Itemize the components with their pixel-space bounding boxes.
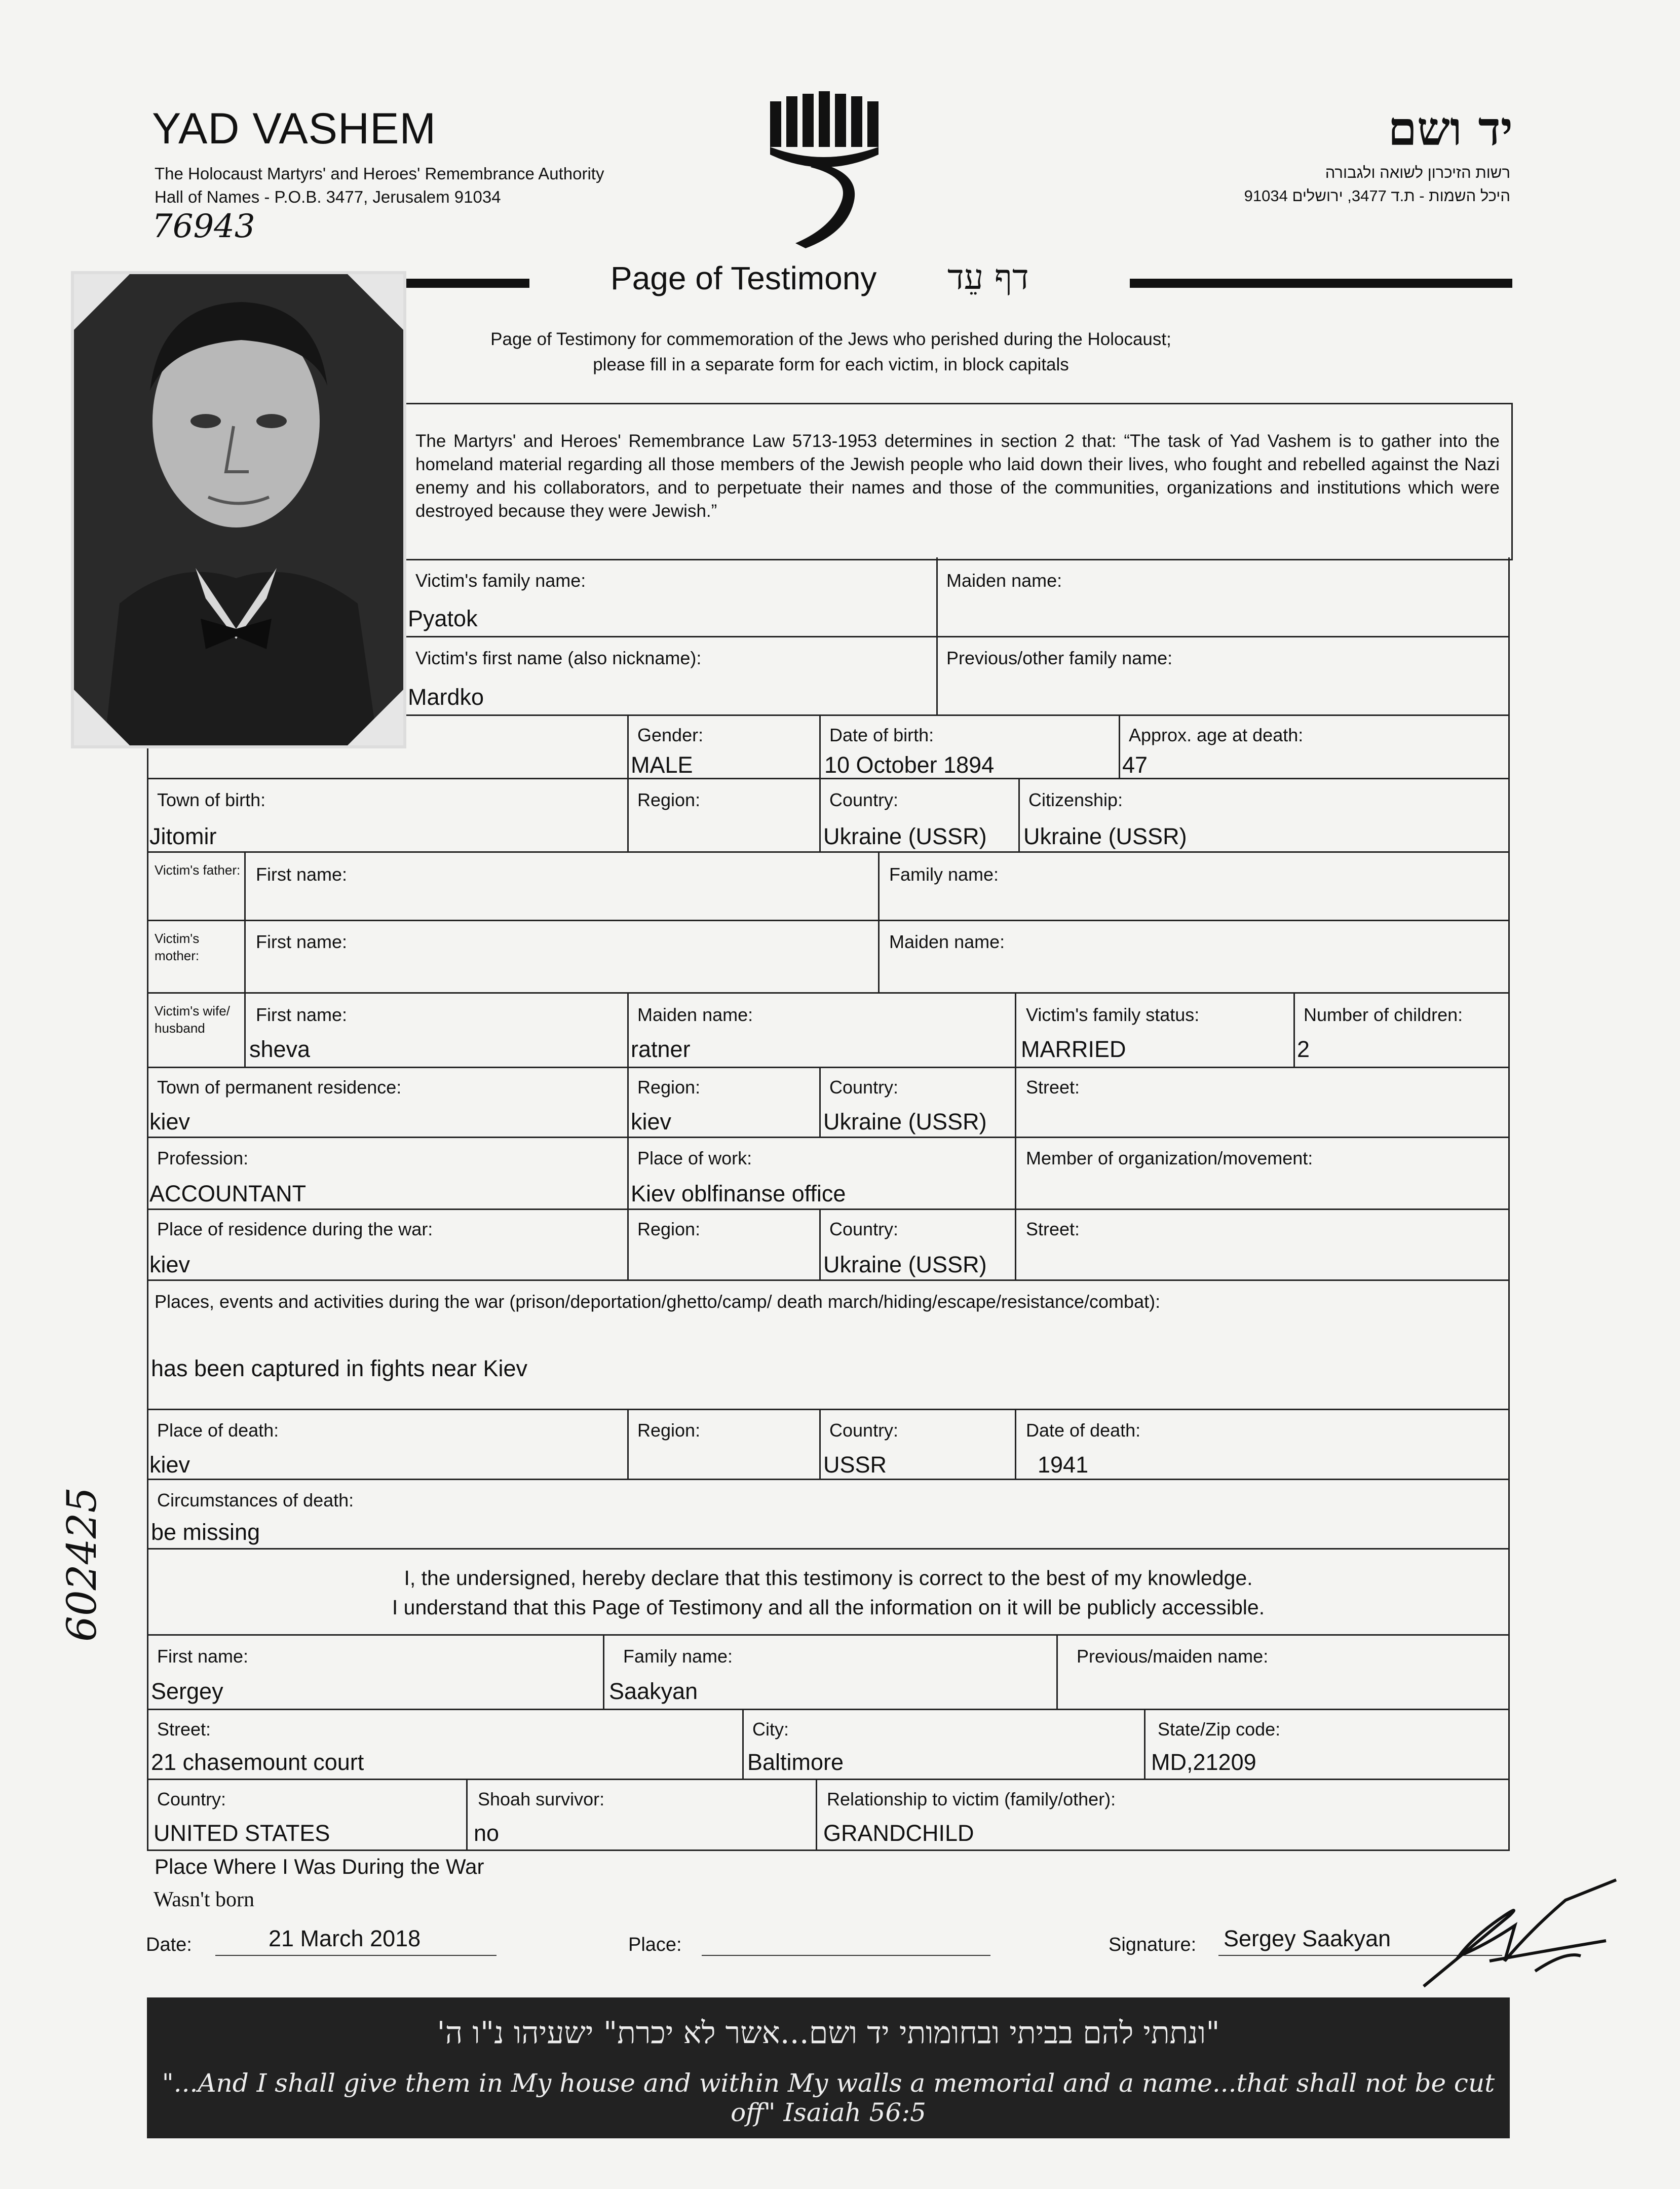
intro-line-1: Page of Testimony for commemoration of the Jews who perished during the Holocaust; <box>490 329 1171 349</box>
title-rule-left <box>385 279 529 288</box>
town-of-birth-label: Town of birth: <box>157 789 266 810</box>
death-country-label: Country: <box>829 1420 899 1441</box>
war-events-label: Places, events and activities during the war (prison/deportation/ghetto/camp/ death march/hiding/escape/resistance/combat): <box>155 1291 1161 1312</box>
spouse-side-label: Victim's wife/ husband <box>155 1003 230 1036</box>
mother-maiden-name-label: Maiden name: <box>889 931 1005 952</box>
war-events-value: has been captured in fights near Kiev <box>151 1355 527 1381</box>
father-side-label: Victim's father: <box>155 862 241 878</box>
submitter-family-name-label: Family name: <box>623 1646 733 1667</box>
relationship-label: Relationship to victim (family/other): <box>827 1789 1116 1809</box>
maiden-name-label: Maiden name: <box>946 570 1062 591</box>
submitter-family-name-value: Saakyan <box>609 1678 698 1704</box>
date-value: 21 March 2018 <box>269 1926 421 1951</box>
previous-family-name-label: Previous/other family name: <box>946 648 1173 668</box>
page-title-hebrew: דף עֵד <box>947 257 1029 297</box>
residence-town-value: kiev <box>149 1109 190 1135</box>
citizenship-label: Citizenship: <box>1028 789 1123 810</box>
signature-value: Sergey Saakyan <box>1224 1926 1391 1951</box>
spouse-maiden-name-value: ratner <box>631 1036 691 1062</box>
spouse-first-name-label: First name: <box>256 1004 348 1025</box>
submitter-first-name-value: Sergey <box>151 1678 223 1704</box>
place-line <box>702 1955 990 1956</box>
signature-label: Signature: <box>1109 1934 1197 1955</box>
birth-region-label: Region: <box>637 789 701 810</box>
footer-hebrew: "ונתתי להם בביתי ובחומותי יד ושם...אשר לא יכרת" ישעיהו נ"ו ה' <box>437 2015 1220 2051</box>
residence-country-value: Ukraine (USSR) <box>823 1109 987 1135</box>
date-label: Date: <box>146 1934 192 1955</box>
spouse-first-name-value: sheva <box>249 1036 311 1062</box>
submitter-state-label: State/Zip code: <box>1158 1719 1281 1740</box>
org-line-2: Hall of Names - P.O.B. 3477, Jerusalem 91034 <box>155 187 501 206</box>
war-place-value: Wasn't born <box>154 1888 254 1911</box>
shoah-survivor-value: no <box>474 1820 500 1846</box>
submitter-street-value: 21 chasemount court <box>151 1749 364 1775</box>
profession-label: Profession: <box>157 1148 249 1168</box>
footer-banner <box>147 1997 1510 2138</box>
spouse-maiden-name-label: Maiden name: <box>637 1004 753 1025</box>
war-street-label: Street: <box>1026 1219 1080 1239</box>
death-country-value: USSR <box>823 1452 887 1478</box>
family-status-label: Victim's family status: <box>1026 1004 1200 1025</box>
town-of-birth-value: Jitomir <box>149 823 217 849</box>
victim-first-name-value: Mardko <box>408 684 484 710</box>
margin-number: 602425 <box>58 1487 105 1642</box>
form-left-border <box>147 714 148 1850</box>
residence-region-label: Region: <box>637 1077 701 1098</box>
org-title: YAD VASHEM <box>152 104 437 153</box>
hebrew-line-2: היכל השמות - ת.ד 3477, ירושלים 91034 <box>1244 187 1510 205</box>
children-label: Number of children: <box>1304 1004 1463 1025</box>
portrait-icon <box>74 274 403 745</box>
death-place-label: Place of death: <box>157 1420 279 1441</box>
war-residence-value: kiev <box>149 1252 190 1277</box>
citizenship-value: Ukraine (USSR) <box>1023 823 1187 849</box>
place-label: Place: <box>628 1934 682 1955</box>
org-line-1: The Holocaust Martyrs' and Heroes' Remembrance Authority <box>155 164 604 183</box>
gender-label: Gender: <box>637 725 704 745</box>
submitter-city-value: Baltimore <box>747 1749 844 1775</box>
war-place-label: Place Where I Was During the War <box>155 1855 484 1878</box>
residence-region-value: kiev <box>631 1109 672 1135</box>
submitter-first-name-label: First name: <box>157 1646 249 1667</box>
footer-english: "...And I shall give them in My house and within My walls a memorial and a name...that shall not be cut off" Isaiah 56:5 <box>162 2068 1495 2127</box>
war-region-label: Region: <box>637 1219 701 1239</box>
intro-text <box>400 327 1262 378</box>
residence-street-label: Street: <box>1026 1077 1080 1098</box>
date-line <box>215 1955 497 1956</box>
death-region-label: Region: <box>637 1420 701 1441</box>
submitter-state-value: MD,21209 <box>1151 1749 1256 1775</box>
death-date-value: 1941 <box>1038 1452 1089 1478</box>
submitter-country-value: UNITED STATES <box>154 1820 330 1846</box>
war-residence-label: Place of residence during the war: <box>157 1219 433 1239</box>
declaration <box>149 1563 1507 1622</box>
mother-first-name-label: First name: <box>256 931 348 952</box>
place-of-work-value: Kiev oblfinanse office <box>631 1181 846 1206</box>
file-number: 76943 <box>152 208 255 245</box>
birth-country-label: Country: <box>829 789 899 810</box>
victim-first-name-label: Victim's first name (also nickname): <box>415 648 702 668</box>
place-of-work-label: Place of work: <box>637 1148 752 1168</box>
death-date-label: Date of death: <box>1026 1420 1141 1441</box>
mother-side-label: Victim's mother: <box>155 931 200 963</box>
age-at-death-value: 47 <box>1122 752 1148 778</box>
gender-value: MALE <box>631 752 693 778</box>
victim-photo <box>71 271 406 748</box>
circumstances-value: be missing <box>151 1519 260 1545</box>
page-title: Page of Testimony <box>610 260 877 296</box>
handwritten-signature-icon <box>1414 1870 1631 1996</box>
war-country-value: Ukraine (USSR) <box>823 1252 987 1277</box>
birth-country-value: Ukraine (USSR) <box>823 823 987 849</box>
law-text: The Martyrs' and Heroes' Remembrance Law 5713-1953 determines in section 2 that: “The task of Yad Vashem is to gather into the homeland material regarding all those members of the Jewish people who laid down their lives, who fought and rebelled against the Nazi enemy and his collaborators, and to perpetuate their names and those of the communities, organizations and institutions which were destroyed because they were Jewish.” <box>415 431 1500 521</box>
submitter-previous-name-label: Previous/maiden name: <box>1077 1646 1269 1667</box>
war-country-label: Country: <box>829 1219 899 1239</box>
submitter-city-label: City: <box>752 1719 789 1740</box>
organization-label: Member of organization/movement: <box>1026 1148 1313 1168</box>
residence-country-label: Country: <box>829 1077 899 1098</box>
age-at-death-label: Approx. age at death: <box>1129 725 1304 745</box>
residence-town-label: Town of permanent residence: <box>157 1077 402 1098</box>
title-rule-right <box>1130 279 1512 288</box>
submitter-country-label: Country: <box>157 1789 226 1809</box>
victim-family-name-label: Victim's family name: <box>415 570 586 591</box>
intro-line-2: please fill in a separate form for each victim, in block capitals <box>593 355 1069 374</box>
death-place-value: kiev <box>149 1452 190 1478</box>
declaration-line-2: I understand that this Page of Testimony and all the information on it will be publicly accessible. <box>392 1596 1265 1619</box>
father-family-name-label: Family name: <box>889 864 999 885</box>
form-right-border <box>1508 557 1510 1850</box>
declaration-line-1: I, the undersigned, hereby declare that this testimony is correct to the best of my knowledge. <box>404 1566 1253 1590</box>
shoah-survivor-label: Shoah survivor: <box>478 1789 605 1809</box>
father-first-name-label: First name: <box>256 864 348 885</box>
profession-value: ACCOUNTANT <box>149 1181 307 1206</box>
submitter-street-label: Street: <box>157 1719 211 1740</box>
circumstances-label: Circumstances of death: <box>157 1490 354 1511</box>
family-status-value: MARRIED <box>1021 1036 1126 1062</box>
children-value: 2 <box>1297 1036 1310 1062</box>
hebrew-line-1: רשות הזיכרון לשואה ולגבורה <box>1325 164 1510 181</box>
relationship-value: GRANDCHILD <box>823 1820 974 1846</box>
yad-vashem-logo-icon <box>765 91 882 253</box>
date-of-birth-value: 10 October 1894 <box>824 752 995 778</box>
hebrew-title: יד ושם <box>1388 101 1513 156</box>
victim-family-name-value: Pyatok <box>408 606 478 631</box>
date-of-birth-label: Date of birth: <box>829 725 934 745</box>
